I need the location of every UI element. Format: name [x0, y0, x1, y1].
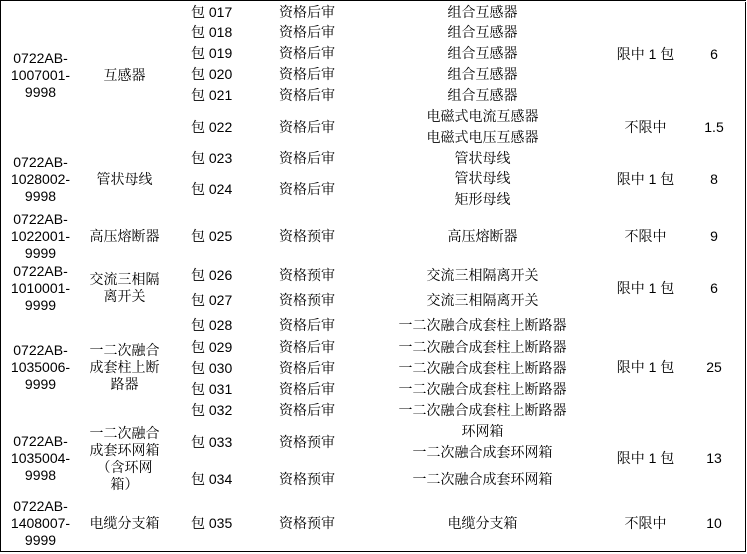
review-type-cell: 资格预审: [257, 263, 358, 289]
material-code-cell: 0722AB- 1007001- 9998: [0, 2, 83, 149]
package-id-cell: 包 018: [167, 22, 258, 44]
item-name-cell: 高压熔断器: [357, 210, 609, 264]
item-name-cell: 矩形母线: [357, 189, 609, 211]
package-id-cell: 包 029: [167, 337, 258, 359]
package-id-cell: 包 022: [167, 106, 258, 149]
award-limit-cell: 不限中: [608, 210, 684, 264]
quantity-cell: 13: [683, 421, 746, 497]
quantity-cell: 8: [683, 148, 746, 211]
item-name-cell: 组合互感器: [357, 64, 609, 86]
review-type-cell: 资格后审: [257, 43, 358, 65]
quantity-cell: 25: [683, 313, 746, 422]
material-name-cell: 交流三相隔 离开关: [82, 263, 168, 314]
award-limit-cell: 限中 1 包: [608, 421, 684, 497]
item-name-cell: 组合互感器: [357, 85, 609, 107]
package-id-cell: 包 017: [167, 2, 258, 23]
package-id-cell: 包 034: [167, 463, 258, 497]
review-type-cell: 资格后审: [257, 400, 358, 422]
award-limit-cell: 不限中: [608, 496, 684, 552]
table-left-border: [0, 0, 1, 552]
material-code-cell: 0722AB- 1022001- 9999: [0, 210, 83, 264]
package-id-cell: 包 019: [167, 43, 258, 65]
review-type-cell: 资格后审: [257, 337, 358, 359]
quantity-cell: 6: [683, 2, 746, 107]
quantity-cell: 9: [683, 210, 746, 264]
material-code-cell: 0722AB- 1408007- 9999: [0, 496, 83, 552]
table-top-border: [0, 0, 746, 1]
item-name-cell: 环网箱: [357, 421, 609, 443]
award-limit-cell: 限中 1 包: [608, 313, 684, 422]
review-type-cell: 资格后审: [257, 313, 358, 338]
item-name-cell: 一二次融合成套柱上断路器: [357, 358, 609, 380]
award-limit-cell: 限中 1 包: [608, 148, 684, 211]
package-id-cell: 包 026: [167, 263, 258, 289]
review-type-cell: 资格后审: [257, 64, 358, 86]
material-name-cell: 管状母线: [82, 148, 168, 211]
review-type-cell: 资格后审: [257, 379, 358, 401]
package-id-cell: 包 024: [167, 168, 258, 211]
review-type-cell: 资格后审: [257, 2, 358, 23]
package-id-cell: 包 031: [167, 379, 258, 401]
material-code-cell: 0722AB- 1010001- 9999: [0, 263, 83, 314]
award-limit-cell: 限中 1 包: [608, 263, 684, 314]
review-type-cell: 资格预审: [257, 496, 358, 552]
item-name-cell: 组合互感器: [357, 2, 609, 23]
package-id-cell: 包 027: [167, 288, 258, 314]
package-id-cell: 包 020: [167, 64, 258, 86]
review-type-cell: 资格预审: [257, 421, 358, 464]
review-type-cell: 资格预审: [257, 463, 358, 497]
quantity-cell: 6: [683, 263, 746, 314]
package-id-cell: 包 023: [167, 148, 258, 169]
package-id-cell: 包 035: [167, 496, 258, 552]
package-id-cell: 包 021: [167, 85, 258, 107]
review-type-cell: 资格预审: [257, 210, 358, 264]
item-name-cell: 电磁式电压互感器: [357, 127, 609, 149]
item-name-cell: 交流三相隔离开关: [357, 263, 609, 289]
package-id-cell: 包 030: [167, 358, 258, 380]
item-name-cell: 组合互感器: [357, 22, 609, 44]
item-name-cell: 交流三相隔离开关: [357, 288, 609, 314]
review-type-cell: 资格后审: [257, 148, 358, 169]
review-type-cell: 资格预审: [257, 288, 358, 314]
item-name-cell: 电磁式电流互感器: [357, 106, 609, 128]
item-name-cell: 管状母线: [357, 168, 609, 190]
item-name-cell: 一二次融合成套环网箱: [357, 442, 609, 464]
item-name-cell: 一二次融合成套柱上断路器: [357, 400, 609, 422]
review-type-cell: 资格后审: [257, 358, 358, 380]
review-type-cell: 资格后审: [257, 168, 358, 211]
quantity-cell: 10: [683, 496, 746, 552]
item-name-cell: 组合互感器: [357, 43, 609, 65]
material-name-cell: 一二次融合 成套环网箱 （含环网 箱）: [82, 421, 168, 497]
material-code-cell: 0722AB- 1035006- 9999: [0, 313, 83, 422]
item-name-cell: 一二次融合成套柱上断路器: [357, 337, 609, 359]
material-name-cell: 一二次融合 成套柱上断 路器: [82, 313, 168, 422]
item-name-cell: 一二次融合成套柱上断路器: [357, 313, 609, 338]
package-id-cell: 包 033: [167, 421, 258, 464]
material-name-cell: 电缆分支箱: [82, 496, 168, 552]
award-limit-cell: 限中 1 包: [608, 2, 684, 107]
package-id-cell: 包 032: [167, 400, 258, 422]
material-name-cell: 高压熔断器: [82, 210, 168, 264]
quantity-cell: 1.5: [683, 106, 746, 149]
review-type-cell: 资格后审: [257, 106, 358, 149]
item-name-cell: 电缆分支箱: [357, 496, 609, 552]
material-code-cell: 0722AB- 1028002- 9998: [0, 148, 83, 211]
material-code-cell: 0722AB- 1035004- 9998: [0, 421, 83, 497]
material-name-cell: 互感器: [82, 2, 168, 149]
review-type-cell: 资格后审: [257, 22, 358, 44]
review-type-cell: 资格后审: [257, 85, 358, 107]
package-id-cell: 包 028: [167, 313, 258, 338]
item-name-cell: 管状母线: [357, 148, 609, 169]
item-name-cell: 一二次融合成套环网箱: [357, 463, 609, 497]
item-name-cell: 一二次融合成套柱上断路器: [357, 379, 609, 401]
award-limit-cell: 不限中: [608, 106, 684, 149]
package-id-cell: 包 025: [167, 210, 258, 264]
